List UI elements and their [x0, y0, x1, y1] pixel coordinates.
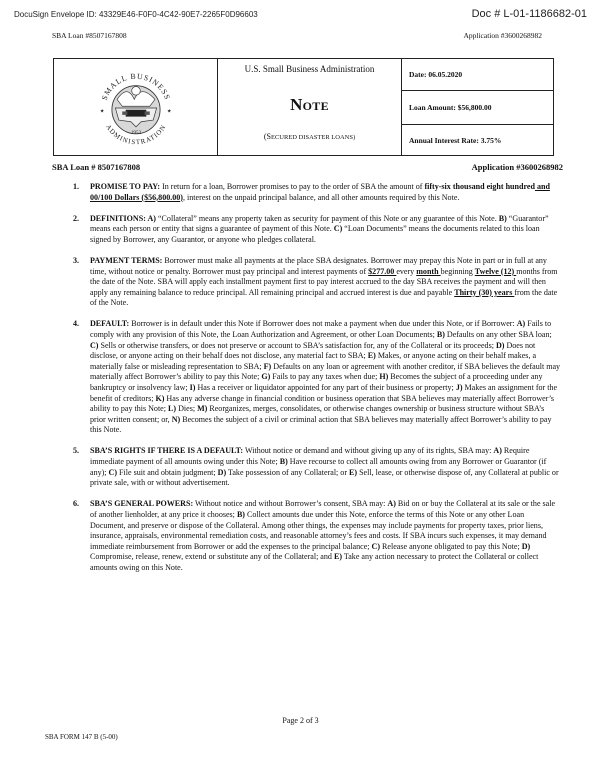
sba-seal-icon	[92, 65, 180, 151]
payment-start: Twelve (12)	[474, 266, 517, 276]
header-application-number: Application #3600268982	[463, 31, 542, 40]
loan-amount-field: Loan Amount: $56,800.00	[402, 91, 553, 125]
svg-text:★: ★	[99, 108, 105, 115]
section-heading: SBA’S RIGHTS IF THERE IS A DEFAULT:	[90, 446, 244, 456]
section-promise-to-pay: 1. PROMISE TO PAY: In return for a loan, Borrower promises to pay to the order of SBA the amount of fifty-six thousand eight hundred and 00/100 Dollars ($56,800.00), interest on the unpaid principal balance, and all other amounts required by this Note.	[73, 182, 550, 202]
payment-frequency: month	[416, 266, 441, 276]
svg-text:SMALL BUSINESS: SMALL BUSINESS	[99, 71, 173, 102]
agency-name: U.S. Small Business Administration	[244, 64, 375, 74]
document-title: NOTE	[290, 95, 329, 114]
section-sba-general-powers: 6. SBA’S GENERAL POWERS: Without notice and without Borrower’s consent, SBA may: A) Bid on or buy the Collateral at its sale or the sale of another lienholder, at any price it chooses; B) Collect amounts due under this Note, enforce the terms of this Note or any other Loan Document, and preserve or dispose of the Collateral. Among other things, the expenses may include payments for property taxes, prior liens, insurance, appraisals, environmental remediation costs, and reasonable attorney’s fees and costs. If SBA incurs such expenses, it may demand immediate reimbursement from Borrower or add the expenses to the principal balance; C) Release anyone obligated to pay this Note; D) Compromise, release, renew, extend or substitute any of the Collateral; and E) Take any action necessary to protect the Collateral or collect amounts owing on this Note.	[73, 499, 556, 572]
document-subtitle: (SECURED DISASTER LOANS)	[263, 132, 356, 141]
section-heading: PAYMENT TERMS:	[90, 255, 163, 265]
loan-info-cell	[402, 59, 553, 155]
docusign-envelope-id: DocuSign Envelope ID: 43329E46-F0F0-4C42-90E7-2265F0D96603	[14, 10, 258, 19]
document-number: Doc # L-01-1186682-01	[471, 8, 587, 20]
svg-text:ADMINISTRATION: ADMINISTRATION	[104, 123, 168, 147]
seal-cell	[54, 59, 218, 155]
section-heading: DEFINITIONS:	[90, 213, 146, 223]
loan-number: SBA Loan # 8507167808	[52, 162, 141, 172]
payment-amount: $277.00	[368, 266, 397, 276]
title-box	[53, 58, 554, 156]
section-heading: SBA’S GENERAL POWERS:	[90, 499, 194, 509]
svg-text:1953: 1953	[130, 129, 142, 136]
loan-term: Thirty (30) years	[454, 287, 515, 297]
svg-text:★: ★	[166, 108, 172, 115]
title-cell	[218, 59, 402, 155]
form-number: SBA FORM 147 B (5-00)	[45, 733, 118, 741]
header-loan-number: SBA Loan #8507167808	[52, 31, 127, 40]
section-heading: PROMISE TO PAY:	[90, 182, 161, 191]
section-definitions: 2. DEFINITIONS: A) “Collateral” means any property taken as security for payment of this Note or any guarantee of this Note. B) “Guarantor” means each person or entity that signs a guarantee of payment of this Note. C) “Loan Documents” means the documents related to this loan signed by Borrower, any Guarantor, or anyone who pledges collateral.	[73, 213, 549, 244]
date-field: Date: 06.05.2020	[402, 59, 553, 91]
section-default: 4. DEFAULT: Borrower is in default under this Note if Borrower does not make a payment when due under this Note, or if Borrower: A) Fails to comply with any provision of this Note, the Loan Authorization and Agreement, or other Loan Documents; B) Defaults on any other SBA loan; C) Sells or otherwise transfers, or does not preserve or account to SBA’s satisfaction for, any of the Collateral or its proceeds; D) Does not disclose, or anyone acting on their behalf does not disclose, any material fact to SBA; E) Makes, or anyone acting on their behalf makes, a materially false or misleading representation to SBA; F) Defaults on any loan or agreement with another creditor, if SBA believes the default may materially affect Borrower’s ability to pay this Note; G) Fails to pay any taxes when due; H) Becomes the subject of a proceeding under any bankruptcy or insolvency law; I) Has a receiver or liquidator appointed for any part of their business or property; J) Makes an assignment for the benefit of creditors; K) Has any adverse change in financial condition or business operation that SBA believes may materially affect Borrower’s ability to pay this Note; L) Dies; M) Reorganizes, merges, consolidates, or otherwise changes ownership or business structure without SBA’s prior written consent; or, N) Becomes the subject of a civil or criminal action that SBA believes may materially affect Borrower’s ability to pay this Note.	[73, 319, 561, 435]
section-heading: DEFAULT:	[90, 319, 130, 329]
interest-rate-field: Annual Interest Rate: 3.75%	[409, 135, 502, 145]
application-number: Application #3600268982	[471, 162, 563, 172]
section-payment-terms: 3. PAYMENT TERMS: Borrower must make all payments at the place SBA designates. Borrower may prepay this Note in part or in full at any time, without notice or penalty. Borrower must pay principal and interest payments of $277.00 every month beginning Twelve (12) months from the date of the Note. SBA will apply each installment payment first to pay interest accrued to the day SBA receives the payment and will then apply any remaining balance to reduce principal. All remaining principal and accrued interest is due and payable Thirty (30) years from the date of the Note.	[73, 255, 558, 308]
section-sba-rights: 5. SBA’S RIGHTS IF THERE IS A DEFAULT: Without notice or demand and without giving up any of its rights, SBA may: A) Require immediate payment of all amounts owing under this Note; B) Have recourse to collect all amounts owing from any Borrower or Guarantor (if any); C) File suit and obtain judgment; D) Take possession of any Collateral; or E) Sell, lease, or otherwise dispose of, any Collateral at public or private sale, with or without advertisement.	[73, 446, 559, 488]
note-sections	[73, 182, 561, 584]
page-number: Page 2 of 3	[282, 716, 319, 725]
